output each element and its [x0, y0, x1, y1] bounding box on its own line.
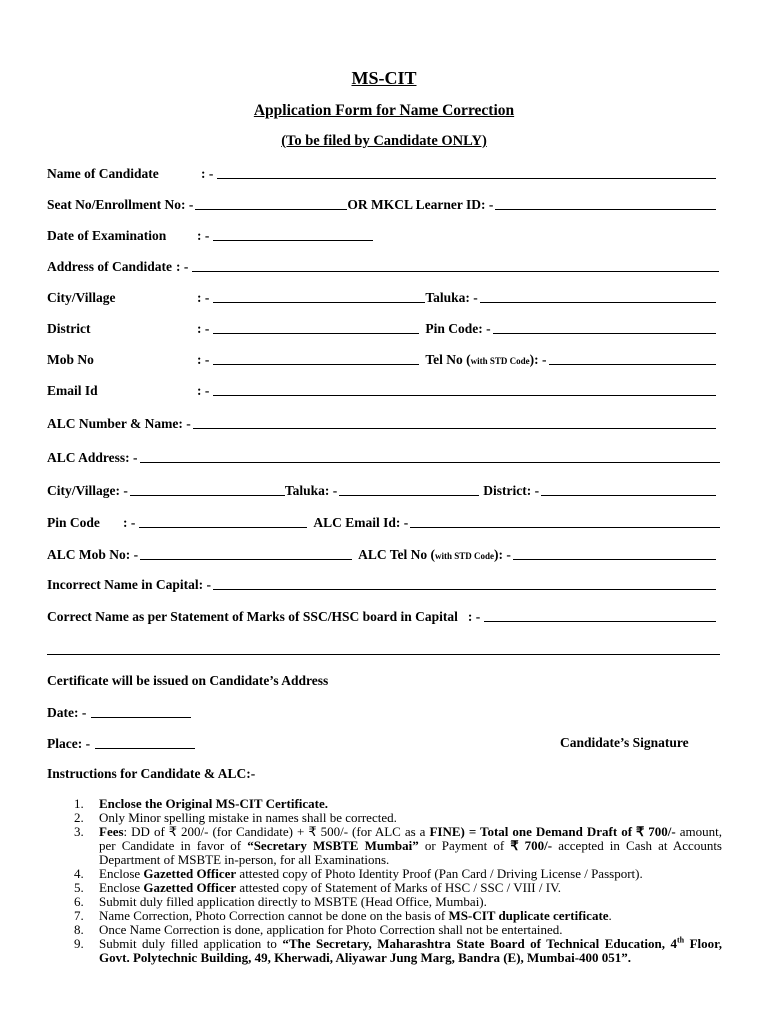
mob-no-field[interactable]: [213, 364, 419, 365]
pin-code-label: Pin Code: -: [425, 321, 491, 336]
seat-no-label: Seat No/Enrollment No: -: [47, 197, 194, 212]
alc-number-row: [47, 414, 722, 432]
district-label: District: [47, 321, 91, 336]
incorrect-name-field[interactable]: [213, 589, 716, 590]
list-item: 9. Submit duly filled application to “The Secretary, Maharashtra State Board of Technical Education, 4th Floor, Govt. Polytechnic Building, 49, Kherwadi, Aliyawar Jung Marg, Bandra (E), Mumbai-400 051”.: [74, 935, 722, 965]
date-of-exam-row: [47, 226, 722, 244]
taluka-field[interactable]: [480, 302, 716, 303]
mob-row: [47, 350, 722, 368]
alc-tel-label: ALC Tel No (with STD Code): -: [358, 547, 511, 562]
city-label: City/Village: [47, 290, 116, 305]
alc-pin-label: Pin Code: [47, 515, 100, 530]
separator: : -: [197, 321, 210, 336]
list-item: 3. Fees: DD of ₹ 200/- (for Candidate) + ₹ 500/- (for ALC as a FINE) = Total one Demand Draft of ₹ 700/- amount, per Candidate in favor of “Secretary MSBTE Mumbai” or Payment of ₹ 700/- accepted in Cash at Accounts Department of MSBTE in-person, for all Examinations.: [74, 824, 722, 867]
alc-address-label: ALC Address: -: [47, 450, 138, 465]
separator: : -: [123, 515, 136, 530]
taluka-label: Taluka: -: [425, 290, 478, 305]
list-item: 2. Only Minor spelling mistake in names shall be corrected.: [74, 810, 397, 825]
date-field[interactable]: [91, 717, 191, 718]
alc-email-label: ALC Email Id: -: [313, 515, 409, 530]
place-field[interactable]: [95, 748, 195, 749]
seat-no-row: [47, 195, 722, 213]
mob-no-label: Mob No: [47, 352, 94, 367]
date-label: Date: -: [47, 705, 87, 720]
instructions-list: [70, 797, 722, 965]
alc-district-field[interactable]: [541, 495, 716, 496]
correct-name-label: Correct Name as per Statement of Marks of SSC/HSC board in Capital: [47, 609, 458, 624]
correct-name-continuation-field[interactable]: [47, 654, 720, 655]
page-title: MS-CIT: [351, 68, 417, 88]
district-field[interactable]: [213, 333, 419, 334]
incorrect-name-row: [47, 575, 722, 593]
alc-email-field[interactable]: [410, 527, 720, 528]
alc-number-field[interactable]: [193, 428, 716, 429]
name-of-candidate-field[interactable]: [217, 178, 716, 179]
form-subtitle: Application Form for Name Correction: [253, 102, 515, 119]
district-row: [47, 319, 722, 337]
alc-district-label: District: -: [483, 483, 540, 498]
certificate-note-row: [47, 671, 722, 689]
email-field[interactable]: [213, 395, 716, 396]
alc-city-row: [47, 481, 722, 499]
address-label: Address of Candidate: [47, 259, 173, 274]
correct-name-continuation-row: [47, 640, 722, 658]
date-of-exam-label: Date of Examination: [47, 228, 167, 243]
separator: : -: [201, 166, 214, 181]
alc-address-field[interactable]: [140, 462, 720, 463]
city-row: [47, 288, 722, 306]
correct-name-field[interactable]: [484, 621, 716, 622]
separator: : -: [467, 609, 481, 624]
pin-code-field[interactable]: [493, 333, 716, 334]
alc-city-field[interactable]: [130, 495, 285, 496]
list-item: 6. Submit duly filled application directly to MSBTE (Head Office, Mumbai).: [74, 894, 487, 909]
address-row: [47, 257, 722, 275]
alc-mob-label: ALC Mob No: -: [47, 547, 139, 562]
form-note: (To be filed by Candidate ONLY): [281, 133, 487, 149]
name-of-candidate-row: [47, 164, 722, 182]
alc-pin-field[interactable]: [139, 527, 307, 528]
list-item: 5. Enclose Gazetted Officer attested copy of Statement of Marks of HSC / SSC / VIII / IV.: [74, 880, 562, 895]
candidate-signature-label: Candidate’s Signature: [560, 735, 689, 750]
date-of-exam-field[interactable]: [213, 240, 373, 241]
address-field[interactable]: [192, 271, 719, 272]
name-of-candidate-label: Name of Candidate: [47, 166, 159, 181]
seat-no-field[interactable]: [195, 209, 347, 210]
alc-tel-field[interactable]: [513, 559, 716, 560]
certificate-note: Certificate will be issued on Candidate’s Address: [47, 673, 329, 688]
alc-address-row: [47, 448, 722, 466]
separator: : -: [197, 228, 210, 243]
list-item: 8. Once Name Correction is done, application for Photo Correction shall not be entertained.: [74, 922, 563, 937]
instructions-heading: Instructions for Candidate & ALC:-: [47, 766, 256, 781]
separator: : -: [197, 383, 210, 398]
separator: : -: [197, 352, 210, 367]
email-label: Email Id: [47, 383, 98, 398]
alc-number-label: ALC Number & Name: -: [47, 416, 191, 431]
separator: : -: [176, 259, 189, 274]
alc-mob-field[interactable]: [140, 559, 352, 560]
alc-city-label: City/Village: -: [47, 483, 128, 498]
alc-taluka-label: Taluka: -: [284, 483, 338, 498]
alc-taluka-field[interactable]: [339, 495, 479, 496]
mkcl-id-label: OR MKCL Learner ID: -: [347, 197, 494, 212]
place-label: Place: -: [47, 736, 91, 751]
list-item: 7. Name Correction, Photo Correction cannot be done on the basis of MS-CIT duplicate certificate.: [74, 908, 612, 923]
email-row: [47, 381, 722, 399]
list-item: 1. Enclose the Original MS-CIT Certificate.: [74, 796, 329, 811]
date-row: [47, 703, 722, 721]
tel-no-field[interactable]: [549, 364, 716, 365]
alc-mob-row: [47, 545, 722, 563]
mkcl-id-field[interactable]: [495, 209, 716, 210]
list-item: 4. Enclose Gazetted Officer attested copy of Photo Identity Proof (Pan Card / Driving License / Passport).: [74, 866, 643, 881]
alc-pin-row: [47, 513, 722, 531]
correct-name-row: [47, 607, 722, 625]
tel-no-label: Tel No (with STD Code): -: [425, 352, 547, 367]
incorrect-name-label: Incorrect Name in Capital: -: [47, 577, 211, 592]
separator: : -: [197, 290, 210, 305]
city-field[interactable]: [213, 302, 425, 303]
